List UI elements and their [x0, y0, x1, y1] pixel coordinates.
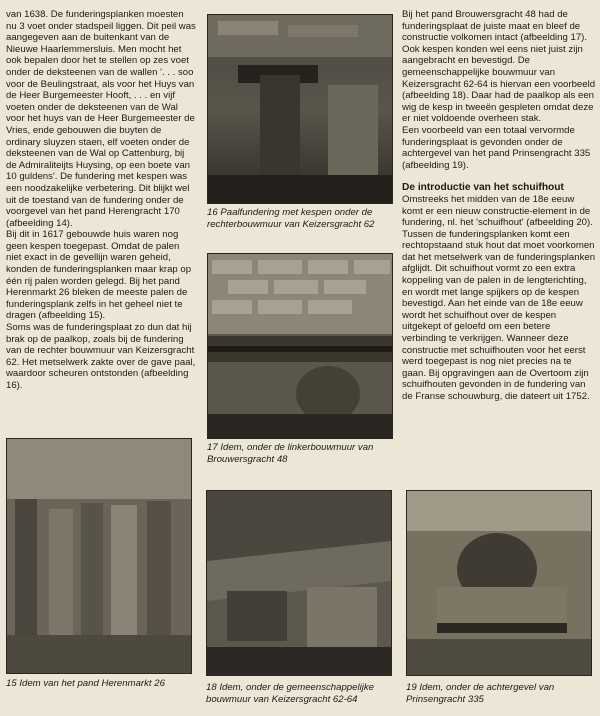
paragraph: Een voorbeeld van een totaal vervormde funderingsplaat is gevonden onder de achtergevel van het pand Prinsengracht 335 (afbeelding 19).: [402, 124, 591, 171]
figure-16-caption: 16 Paalfundering met kespen onder de rechterbouwmuur van Keizersgracht 62: [207, 207, 375, 230]
figure-16-photo: [207, 14, 393, 204]
figure-17-photo: [207, 253, 393, 439]
figure-18-photo: [206, 490, 392, 676]
paragraph: Bij dit in 1617 gebouwde huis waren nog geen kespen toegepast. Omdat de palen niet exact in de gevellijn waren geheid, konden de funderingsplanken maar krap op één rij palen worden gelegd. Bij het pand Herenmarkt 26 bleken de meeste palen de funderingsplank zelfs in het geheel niet te dragen (afbeelding 15).: [6, 229, 192, 322]
figure-17-caption: 17 Idem, onder de linkerbouwmuur van Brouwersgracht 48: [207, 442, 374, 465]
paragraph: van 1638. De funderingsplanken moesten nu 3 voet onder stadspeil liggen. Dit peil was aangegeven aan de buitenkant van de Nieuwe Haarlemmersluis. Men mocht het ook bepalen door het te stellen op zes voet onder de deksteenen van de wallen '. . . soo voor de Beulingstraat, als voor het Huys van de Heer Burgemeester Hooft, . . . en vijf voeten onder de deksteenen van de Wal voor het huys van de Heer Burgemeester de Vries, ende gebouwen die buyten de ordinary sluyzen staen, elf voeten onder de deksteenen van de Wal op Cattenburg, bij de Admiraliteijts Huysing, op een boete van 10 guldens'. De fundering met kespen was een noodzakelijke verbetering. Dit blijkt wel uit de toestand van de fundering onder de voorgevel van het pand Herengracht 170 (afbeelding 14).: [6, 9, 196, 229]
paragraph: Tussen de funderingsplanken komt een rechtopstaand stuk hout dat moet voorkomen dat het metselwerk van de funderingsplanken afglijdt. Dit schuifhout vormt zo een extra koppeling van de palen in de lengterichting, en wordt met lange spijkers op de kespen bevestigd. Aan het einde van de 18e eeuw wordt het schuifhout over de kespen uitgekept of geloefd om een betere verbinding te verkrijgen. Wanneer deze constructie met schuifhouten voor het eerst werd toegepast is nog niet precies na te gaan. Bij opgravingen aan de Overtoom zijn schuifhouten gevonden in de fundering van de Franse schouwburg, die dateert uit 1752.: [402, 228, 596, 402]
figure-19-photo: [406, 490, 592, 676]
right-text-column: [402, 9, 596, 403]
paragraph: Soms was de funderingsplaat zo dun dat hij brak op de paalkop, zoals bij de fundering van de rechter bouwmuur van Keizersgracht 62. Het metselwerk zakte over de gave paal, waardoor scheuren ontstonden (afbeelding 16).: [6, 322, 196, 391]
section-heading: De introductie van het schuifhout: [402, 182, 564, 194]
figure-15-photo: [6, 438, 192, 674]
paragraph: Bij het pand Brouwersgracht 48 had de funderingsplaat de juiste maat en bleef de constructie volkomen intact (afbeelding 17). Ook kespen konden wel eens niet juist zijn aangebracht en bevestigd. De gemeenschappelijke bouwmuur van Keizersgracht 62-64 is hiervan een voorbeeld (afbeelding 18). Daar had de paalkop als een wig de kesp in tweeën gespleten omdat deze er niet voldoende overheen stak.: [402, 9, 596, 125]
figure-19-caption: 19 Idem, onder de achtergevel van Prinsengracht 335: [406, 682, 555, 705]
figure-18-caption: 18 Idem, onder de gemeenschappelijke bouwmuur van Keizersgracht 62-64: [206, 682, 375, 705]
paragraph: Omstreeks het midden van de 18e eeuw komt er een nieuw constructie-element in de fundering, nl. het 'schuifhout' (afbeelding 20).: [402, 193, 593, 229]
left-text-column: [6, 9, 196, 392]
figure-15-caption: 15 Idem van het pand Herenmarkt 26: [6, 678, 165, 689]
